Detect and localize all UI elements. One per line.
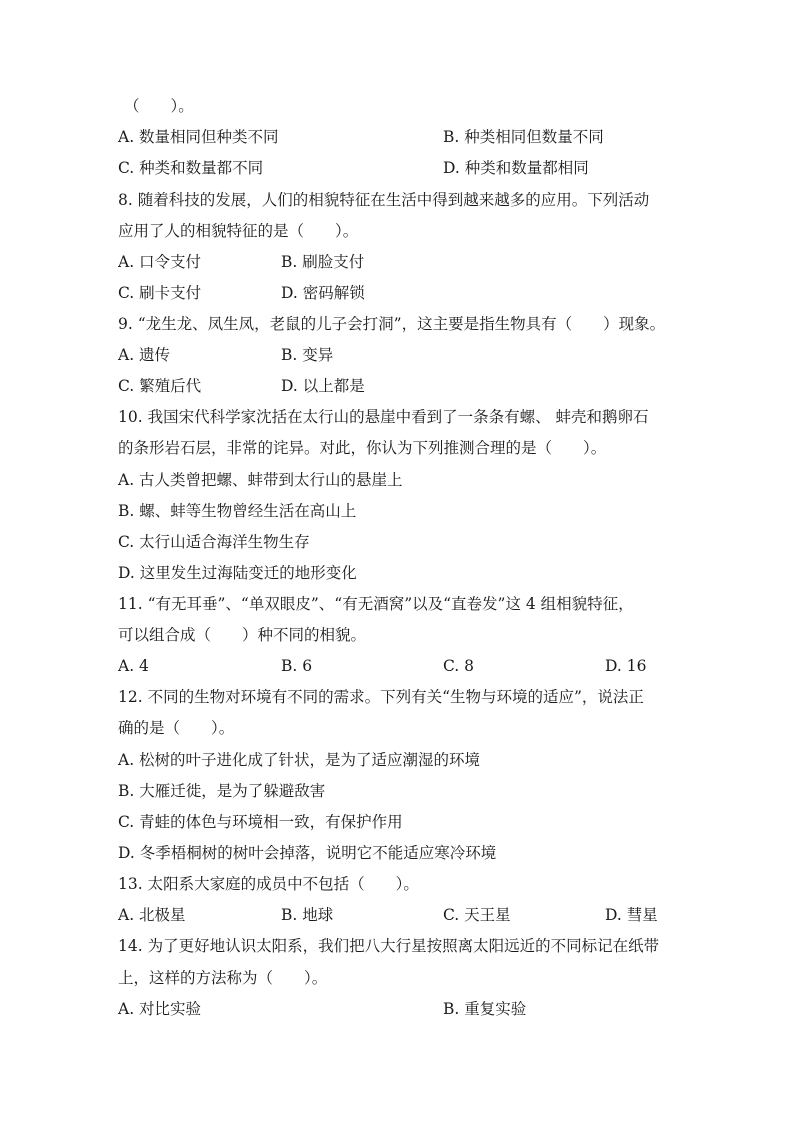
q14-option-b: B. 重复实验 [443,1000,527,1018]
q14-option-a: A. 对比实验 [118,1000,202,1018]
q13-option-d: D. 彗星 [605,906,658,924]
q7-option-b: B. 种类相同但数量不同 [443,128,604,146]
q9-option-d: D. 以上都是 [281,377,365,395]
q8-line1: 8. 随着科技的发展，人们的相貌特征在生活中得到越来越多的应用。下列活动 [118,191,650,209]
q8-line2: 应用了人的相貌特征的是（ ）。 [118,222,359,240]
q7-option-c: C. 种类和数量都不同 [118,159,264,177]
q13-option-c: C. 天王星 [443,906,511,924]
q7-option-a: A. 数量相同但种类不同 [118,128,279,146]
q11-option-b: B. 6 [281,657,313,675]
q8-option-a: A. 口令支付 [118,253,202,271]
q11-option-c: C. 8 [443,657,475,675]
q14-line2: 上，这样的方法称为（ ）。 [118,969,328,987]
q8-option-c: C. 刷卡支付 [118,284,202,302]
q7-tail: （ ）。 [124,97,194,115]
q8-option-d: D. 密码解锁 [281,284,365,302]
q9-line1: 9. “龙生龙、凤生凤，老鼠的儿子会打洞”，这主要是指生物具有（ ）现象。 [118,315,666,333]
q14-line1: 14. 为了更好地认识太阳系，我们把八大行星按照离太阳远近的不同标记在纸带 [118,937,660,955]
q12-option-d: D. 冬季梧桐树的树叶会掉落，说明它不能适应寒冷环境 [118,844,497,862]
q10-line1: 10. 我国宋代科学家沈括在太行山的悬崖中看到了一条条有螺、 蚌壳和鹅卵石 [118,408,649,426]
q11-option-a: A. 4 [118,657,149,675]
q7-option-d: D. 种类和数量都相同 [443,159,589,177]
q9-option-c: C. 繁殖后代 [118,377,202,395]
q13-option-b: B. 地球 [281,906,334,924]
q12-line1: 12. 不同的生物对环境有不同的需求。下列有关“生物与环境的适应”，说法正 [118,688,644,706]
q11-option-d: D. 16 [605,657,647,675]
q9-option-a: A. 遗传 [118,346,171,364]
q9-option-b: B. 变异 [281,346,334,364]
q10-option-c: C. 太行山适合海洋生物生存 [118,533,310,551]
q13-line1: 13. 太阳系大家庭的成员中不包括（ ）。 [118,875,419,893]
q8-option-b: B. 刷脸支付 [281,253,365,271]
q10-option-b: B. 螺、蚌等生物曾经生活在高山上 [118,502,357,520]
q12-option-a: A. 松树的叶子进化成了针状，是为了适应潮湿的环境 [118,751,481,769]
q11-line1: 11. “有无耳垂”、“单双眼皮”、“有无酒窝”以及“直卷发”这 4 组相貌特征， [118,595,634,613]
q10-line2: 的条形岩石层，非常的诧异。对此，你认为下列推测合理的是（ ）。 [118,439,607,457]
q12-option-c: C. 青蛙的体色与环境相一致，有保护作用 [118,813,403,831]
q12-line2: 确的是（ ）。 [118,719,235,737]
q13-option-a: A. 北极星 [118,906,186,924]
q10-option-d: D. 这里发生过海陆变迁的地形变化 [118,564,357,582]
q11-line2: 可以组合成（ ）种不同的相貌。 [118,626,367,644]
q12-option-b: B. 大雁迁徙，是为了躲避敌害 [118,782,326,800]
q10-option-a: A. 古人类曾把螺、蚌带到太行山的悬崖上 [118,471,403,489]
